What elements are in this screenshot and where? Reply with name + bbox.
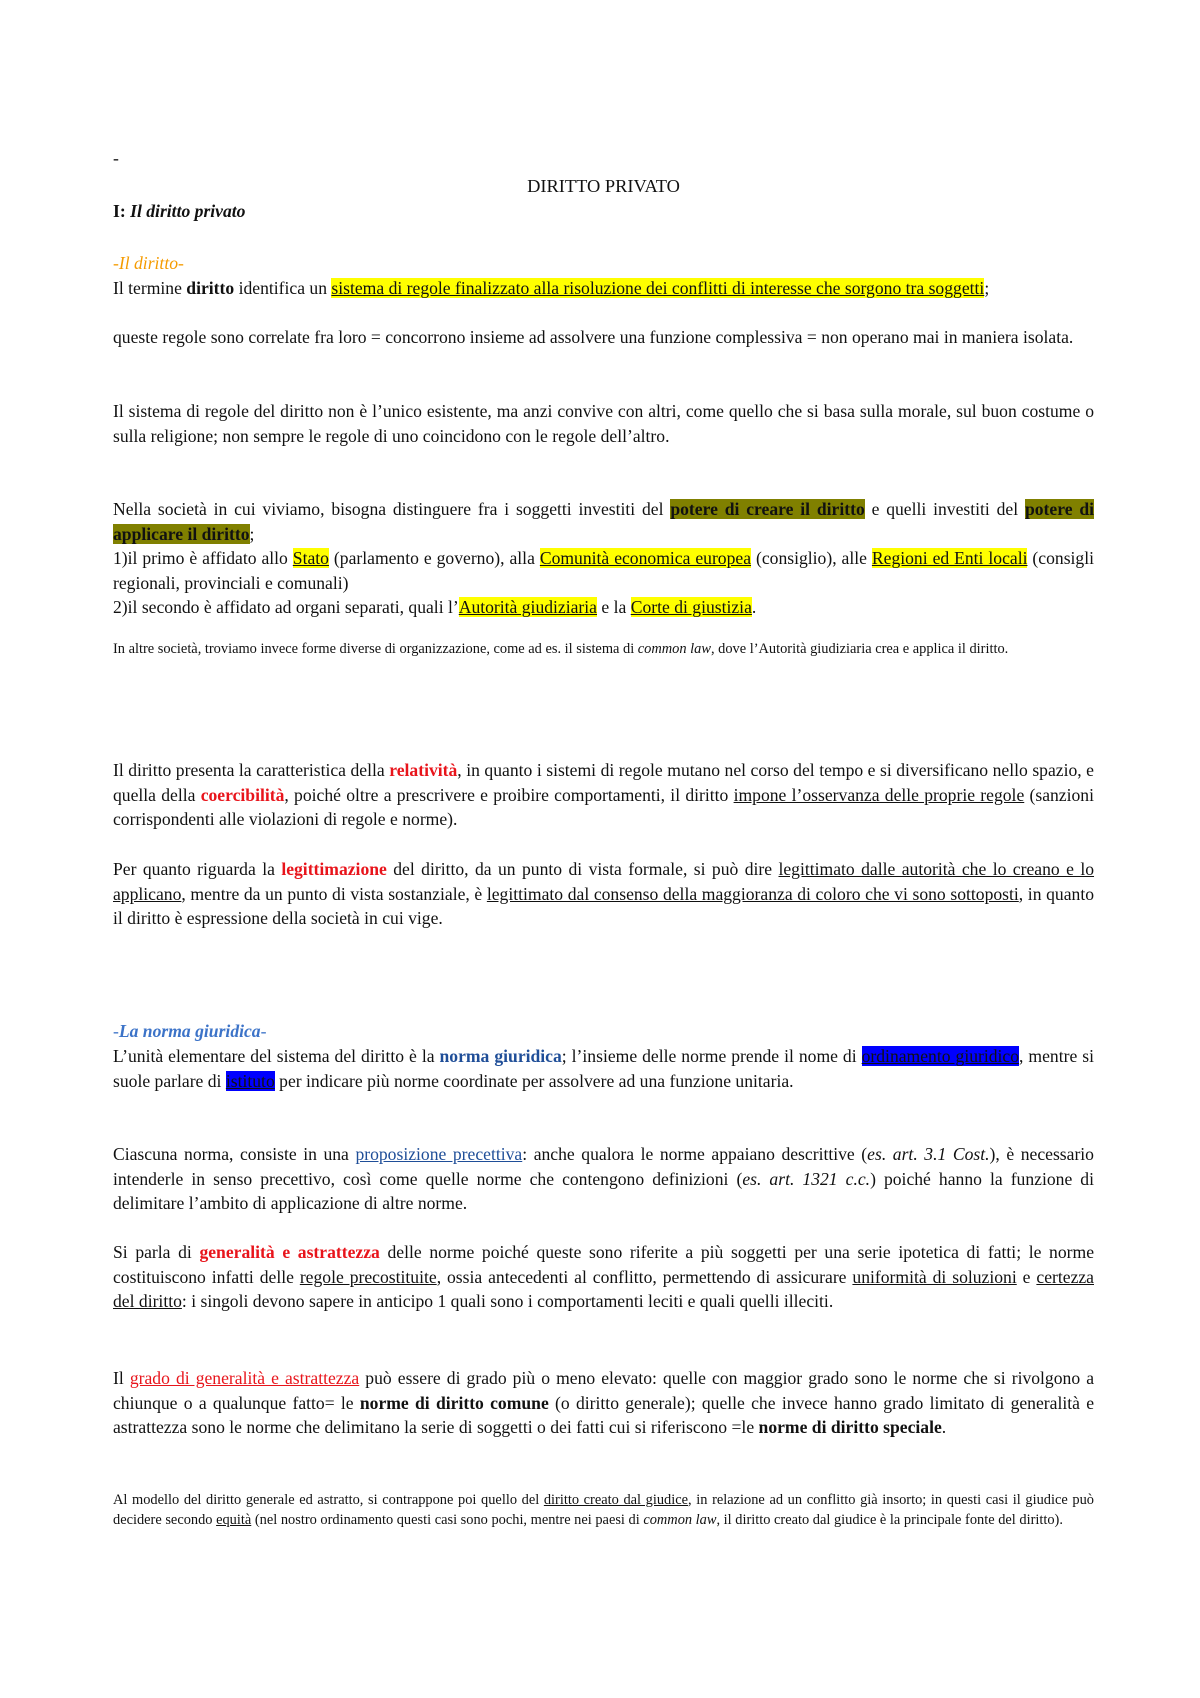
text-run: , dove l’Autorità giudiziaria crea e applica il diritto. xyxy=(710,641,1009,657)
paragraph-regole-correlate: queste regole sono correlate fra loro = concorrono insieme ad assolvere una funzione complessiva = non operano mai in maniera isolata. xyxy=(113,327,1074,347)
chapter-title: Il diritto privato xyxy=(130,201,246,221)
text-run: L’unità elementare del sistema del diritto è la xyxy=(113,1046,440,1066)
text-run: Il termine xyxy=(113,278,187,298)
text-run: Per quanto riguarda la xyxy=(113,859,282,879)
heading-dash: - xyxy=(178,253,184,273)
text-run: Si parla di xyxy=(113,1242,200,1262)
paragraph-sistema-regole: Il sistema di regole del diritto non è l’unico esistente, ma anzi convive con altri, come quello che si basa sulla morale, sul buon costume o sulla religione; non sempre le regole di uno coincidono con le regole dell’altro. xyxy=(113,401,1094,446)
highlighted-phrase: potere di creare il diritto xyxy=(670,499,865,519)
text-run: ; l’insieme delle norme prende il nome di xyxy=(561,1046,862,1066)
text-run: ; xyxy=(984,278,990,298)
text-run: e xyxy=(1016,1266,1037,1287)
text-run: In altre società, troviamo invece forme diverse di organizzazione, come ad es. il sistema di xyxy=(113,641,638,657)
text-run: , poiché oltre a prescrivere e proibire comportamenti, il diritto xyxy=(284,784,734,805)
text-run: Il diritto presenta la caratteristica della xyxy=(113,760,390,780)
text-run: , il diritto creato dal giudice è la principale fonte del diritto). xyxy=(716,1511,1063,1528)
heading-dash: - xyxy=(113,1021,119,1041)
paragraph-relativita xyxy=(113,758,1094,832)
key-term: generalità e astrattezza xyxy=(199,1242,380,1262)
paragraph-poteri xyxy=(113,497,1094,546)
section-heading-diritto xyxy=(113,251,1094,276)
text-run: , in quanto il diritto è espressione della società in cui vige. xyxy=(113,883,1095,929)
text-run: (nel nostro ordinamento questi casi sono pochi, mentre nei paesi di xyxy=(251,1511,644,1528)
key-term: coercibilità xyxy=(200,784,285,805)
key-term: relatività xyxy=(389,760,458,780)
text-run: 2)il secondo è affidato ad organi separati, quali l’ xyxy=(113,597,459,617)
paragraph-unita-elementare xyxy=(113,1044,1094,1093)
note-diritto-giudice xyxy=(113,1491,1094,1530)
underlined-phrase: equità xyxy=(216,1511,252,1528)
text-run: ), è necessario intenderle in senso precettivo, così come quelle norme che contengono definizioni ( xyxy=(113,1144,1094,1189)
chapter-number: I: xyxy=(113,201,126,221)
note-common-law xyxy=(113,640,1094,660)
underlined-phrase: grado di generalità e astrattezza xyxy=(129,1368,360,1388)
key-term: norma giuridica xyxy=(439,1046,562,1066)
text-run: , mentre da un punto di vista sostanziale, è xyxy=(181,883,487,904)
underlined-phrase: legittimato dal consenso della maggioranza di coloro che vi sono sottoposti xyxy=(486,883,1019,904)
chapter-heading xyxy=(113,199,1094,224)
paragraph-generalita xyxy=(113,1240,1094,1314)
section-heading-norma xyxy=(113,1019,1094,1044)
document-title: DIRITTO PRIVATO xyxy=(527,176,680,196)
italic-term: common law xyxy=(637,641,711,657)
highlighted-phrase: Regioni ed Enti locali xyxy=(871,548,1028,568)
heading-text: Il diritto xyxy=(118,253,178,273)
underlined-phrase: proposizione precettiva xyxy=(355,1144,523,1164)
highlighted-phrase: ordinamento giuridico xyxy=(861,1046,1020,1066)
text-run: , in relazione ad un conflitto già insorto; in questi casi il giudice può decidere secondo xyxy=(113,1492,1094,1528)
text-run: : anche qualora le norme appaiano descrittive ( xyxy=(522,1144,868,1164)
underlined-phrase: diritto creato dal giudice xyxy=(543,1492,689,1508)
text-run: Il xyxy=(113,1368,130,1388)
italic-reference: es. art. 1321 c.c. xyxy=(742,1168,871,1189)
underlined-phrase: regole precostituite xyxy=(299,1266,437,1287)
paragraph-definizione xyxy=(113,276,1094,301)
paragraph-legittimazione xyxy=(113,857,1094,931)
underlined-phrase: uniformità di soluzioni xyxy=(852,1266,1017,1287)
paragraph-secondo-potere xyxy=(113,595,1094,620)
highlighted-phrase: Stato xyxy=(292,548,329,568)
text-run: Al modello del diritto generale ed astratto, si contrappone poi quello del xyxy=(113,1492,544,1508)
paragraph-primo-potere xyxy=(113,546,1094,595)
text-run: ; xyxy=(249,523,255,544)
text-run: (sanzioni corrispondenti alle violazioni di regole e norme). xyxy=(113,784,1094,830)
underlined-phrase: legittimato dalle autorità che lo creano e lo applicano xyxy=(113,859,1095,904)
text-run: delle norme poiché queste sono riferite a più soggetti per una serie ipotetica di fatti; le norme costituiscono infatti delle xyxy=(113,1242,1095,1287)
text-run: 1)il primo è affidato allo xyxy=(113,548,293,568)
highlighted-phrase: Comunità economica europea xyxy=(539,548,752,568)
text-run: Nella società in cui viviamo, bisogna distinguere fra i soggetti investiti del xyxy=(113,499,671,519)
text-run: (consiglio), alle xyxy=(751,548,872,568)
highlighted-phrase: Autorità giudiziaria xyxy=(458,597,597,617)
text-run: ) poiché hanno la funzione di delimitare l’ambito di applicazione di altre norme. xyxy=(113,1168,1094,1214)
text-run: . xyxy=(941,1417,947,1438)
highlighted-phrase: istituto xyxy=(225,1070,275,1091)
highlighted-phrase: Corte di giustizia xyxy=(630,597,752,617)
italic-term: common law xyxy=(643,1511,717,1528)
text-run: del diritto, da un punto di vista formale, si può dire xyxy=(386,859,779,879)
highlighted-phrase: potere di applicare il diritto xyxy=(113,499,1095,544)
key-term: legittimazione xyxy=(281,859,387,879)
underlined-phrase: impone l’osservanza delle proprie regole xyxy=(733,784,1025,805)
text-run: . xyxy=(751,597,757,617)
text-run: identifica un xyxy=(234,278,332,298)
text-run: , mentre si suole parlare di xyxy=(113,1046,1095,1091)
key-term: diritto xyxy=(186,278,235,298)
paragraph-precettiva xyxy=(113,1142,1094,1216)
text-run: e quelli investiti del xyxy=(864,499,1025,519)
text-run: Ciascuna norma, consiste in una xyxy=(113,1144,356,1164)
text-run: : i singoli devono sapere in anticipo 1 quali sono i comportamenti leciti e quali quelli illeciti. xyxy=(181,1291,834,1312)
key-term: norme di diritto speciale xyxy=(758,1417,942,1438)
text-run: (parlamento e governo), alla xyxy=(328,548,540,568)
text-run: (o diritto generale); quelle che invece hanno grado limitato di generalità e astrattezza sono le norme che delimitano la serie di soggetti o dei fatti cui si riferiscono =le xyxy=(113,1392,1094,1438)
text-run: , ossia antecedenti al conflitto, permettendo di assicurare xyxy=(436,1266,853,1287)
highlighted-phrase: sistema di regole finalizzato alla risoluzione dei conflitti di interesse che sorgono tra soggetti xyxy=(331,278,985,298)
paragraph-grado xyxy=(113,1366,1094,1440)
text-run: per indicare più norme coordinate per assolvere ad una funzione unitaria. xyxy=(274,1070,794,1091)
italic-reference: es. art. 3.1 Cost. xyxy=(867,1144,990,1164)
underlined-phrase: certezza del diritto xyxy=(113,1266,1094,1312)
text-run: può essere di grado più o meno elevato: quelle con maggior grado sono le norme che si rivolgono a chiunque o a qualunque fatto= le xyxy=(113,1368,1094,1413)
text-run: (consigli regionali, provinciali e comunali) xyxy=(113,548,1095,593)
heading-text: La norma giuridica xyxy=(118,1021,261,1041)
key-term: norme di diritto comune xyxy=(359,1392,549,1413)
text-run: e la xyxy=(597,597,631,617)
heading-dash: - xyxy=(113,253,119,273)
text-run: , in quanto i sistemi di regole mutano nel corso del tempo e si diversificano nello spazio, e quella della xyxy=(113,760,1094,805)
heading-dash: - xyxy=(260,1021,267,1041)
leading-dash: - xyxy=(113,148,119,168)
